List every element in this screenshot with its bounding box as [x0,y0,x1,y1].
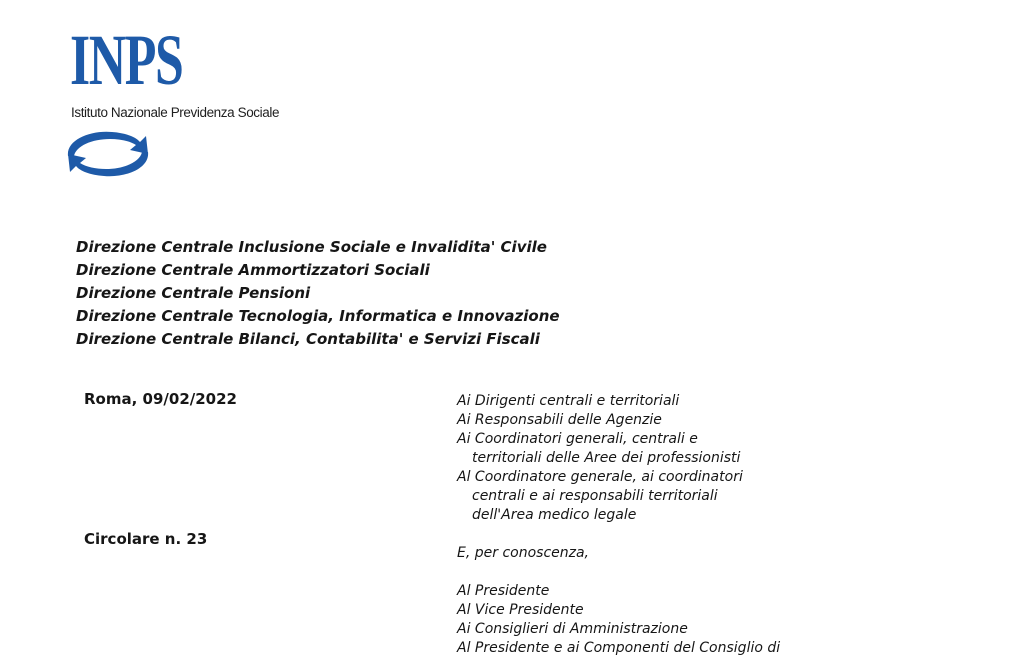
cc-label: E, per conoscenza, [457,545,590,561]
direction-line: Direzione Centrale Ammortizzatori Sociali [76,261,430,279]
cc-recipient-line: Al Presidente [457,583,550,599]
direction-line: Direzione Centrale Tecnologia, Informatica e Innovazione [76,307,560,325]
directions-list [76,236,560,351]
recipient-line: Ai Responsabili delle Agenzie [457,412,662,428]
recipient-line: Al Coordinatore generale, ai coordinatori [457,469,743,485]
cc-recipient-line: Ai Consiglieri di Amministrazione [457,621,688,637]
inps-logo-wordmark: INPS [70,20,183,100]
spacer [457,563,780,582]
recipients-list [457,392,780,658]
place-date: Roma, 09/02/2022 [84,390,237,408]
cc-recipient-line: Al Vice Presidente [457,602,584,618]
institute-name: Istituto Nazionale Previdenza Sociale [71,105,280,120]
direction-line: Direzione Centrale Inclusione Sociale e Invalidita' Civile [76,238,547,256]
recipient-line: Ai Dirigenti centrali e territoriali [457,393,680,409]
direction-line: Direzione Centrale Pensioni [76,284,311,302]
cc-recipient-line: Al Presidente e ai Componenti del Consiglio di [457,640,781,656]
circular-number: Circolare n. 23 [84,530,208,548]
direction-line: Direzione Centrale Bilanci, Contabilita' e Servizi Fiscali [76,330,540,348]
recipient-line: territoriali delle Aree dei professionisti [472,450,741,466]
circular-arrows-icon [60,126,156,186]
recipient-line: dell'Area medico legale [472,507,637,523]
recipient-line: Ai Coordinatori generali, centrali e [457,431,698,447]
spacer [457,525,780,544]
recipient-line: centrali e ai responsabili territoriali [472,488,718,504]
